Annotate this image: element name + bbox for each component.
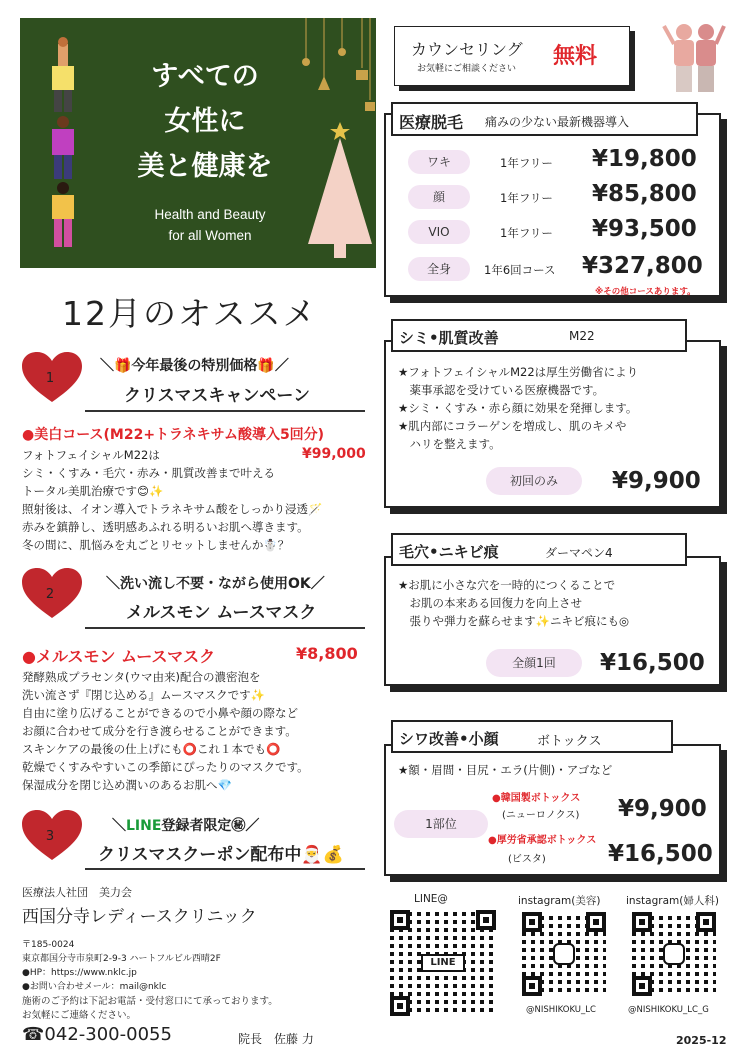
campaign-tag bbox=[112, 815, 259, 835]
campaign-text-line: 照射後は、イオン導入でトラネキサム酸をしっかり浸透🪄 bbox=[22, 502, 323, 516]
hair-removal-title: 医療脱毛 bbox=[399, 113, 464, 132]
wrinkle-option-label: ●韓国製ボトックス bbox=[492, 793, 581, 804]
tag-rest: 登録者限定㊙／ bbox=[161, 818, 260, 834]
issue-date: 2025-12 bbox=[676, 1034, 727, 1047]
campaign-text-line: 赤みを鎮静し、透明感あふれる明るいお肌へ導きます。 bbox=[22, 520, 309, 534]
pores-title: 毛穴•ニキビ痕 bbox=[399, 543, 499, 561]
clinic-address: 東京都国分寺市泉町2-9-3 ハートフルビル西晴2F bbox=[22, 954, 221, 964]
campaign-text-line: 洗い流さず『閉じ込める』ムースマスクです✨ bbox=[22, 688, 265, 702]
line-qr-code[interactable] bbox=[390, 910, 496, 1016]
monthly-recommend-title: 12月のオススメ bbox=[62, 294, 318, 333]
campaign-price: ¥8,800 bbox=[296, 644, 358, 663]
sns-handle: @NISHIKOKU_LC_G bbox=[628, 1005, 709, 1015]
wrinkle-option-name: (ビスタ) bbox=[508, 854, 546, 865]
instagram-icon bbox=[663, 943, 685, 965]
hero-title-line-1: すべての bbox=[151, 61, 259, 92]
counseling-label: カウンセリング bbox=[411, 40, 523, 59]
pores-subtitle: ダーマペン4 bbox=[545, 546, 613, 560]
clinic-note: お気軽にご連絡ください。 bbox=[22, 1010, 137, 1021]
campaign-text-line: 冬の間に、肌悩みを丸ごとリセットしませんか☃️？ bbox=[22, 538, 290, 552]
clinic-corp: 医療法人社団 美力会 bbox=[22, 886, 132, 899]
pores-text-line: 張りや弾力を蘇らせます✨ニキビ痕にも◎ bbox=[398, 614, 630, 628]
campaign-number: 3 bbox=[45, 829, 55, 844]
campaign-name: クリスマスクーポン配布中🎅💰 bbox=[98, 845, 344, 865]
wrinkle-option-label: ●厚労省承認ボトックス bbox=[488, 835, 597, 846]
campaign-text-line: 保湿成分を閉じ込め潤いのあるお肌へ💎 bbox=[22, 778, 232, 792]
spots-price: ¥9,900 bbox=[612, 468, 701, 494]
area-pill: 顔 bbox=[408, 185, 470, 209]
plan-label: 1年フリー bbox=[500, 156, 553, 170]
campaign-text-line: 乾燥でくすみやすいこの季節にぴったりのマスクです。 bbox=[22, 760, 309, 774]
plan-label: 1年フリー bbox=[500, 191, 553, 205]
spots-pill: 初回のみ bbox=[486, 467, 582, 495]
campaign-text-line: トータル美肌治療です😊✨ bbox=[22, 484, 164, 498]
campaign-name: メルスモン ムースマスク bbox=[126, 603, 317, 623]
area-pill: VIO bbox=[408, 220, 470, 244]
plan-label: 1年6回コース bbox=[484, 263, 556, 277]
sns-label: LINE@ bbox=[414, 893, 448, 905]
line-word: LINE bbox=[126, 818, 162, 834]
pores-text-line: お肌の本来ある回復力を向上させ bbox=[398, 596, 582, 610]
hero-title-line-2: 女性に bbox=[164, 106, 246, 137]
campaign-divider bbox=[85, 410, 365, 412]
price-value: ¥85,800 bbox=[592, 181, 697, 207]
campaign-divider bbox=[85, 868, 365, 870]
spots-subtitle: M22 bbox=[569, 329, 595, 343]
hero-banner bbox=[20, 18, 376, 268]
spots-text-line: ★肌内部にコラーゲンを増成し、肌のキメや bbox=[398, 419, 627, 433]
campaign-text-line: シミ・くすみ・毛穴・赤み・肌質改善まで叶える bbox=[22, 466, 275, 480]
sns-label: instagram(美容) bbox=[518, 895, 601, 907]
wrinkle-option-price: ¥9,900 bbox=[618, 796, 707, 822]
wrinkle-subtitle: ボトックス bbox=[537, 734, 602, 749]
spots-text-line: ハリを整えます。 bbox=[398, 437, 501, 451]
price-value: ¥327,800 bbox=[582, 253, 703, 279]
pores-text-line: ★お肌に小さな穴を一時的につくることで bbox=[398, 578, 616, 592]
wrinkle-pill: 1部位 bbox=[394, 810, 488, 838]
counseling-box bbox=[394, 26, 630, 86]
price-value: ¥93,500 bbox=[592, 216, 697, 242]
counseling-sub: お気軽にご相談ください bbox=[417, 64, 517, 74]
spots-text-line: 薬事承認を受けている医療機器です。 bbox=[398, 383, 605, 397]
spots-text-line: ★フォトフェイシャルM22は厚生労働省により bbox=[398, 365, 639, 379]
pores-price: ¥16,500 bbox=[600, 650, 705, 676]
area-pill: ワキ bbox=[408, 150, 470, 174]
counseling-free: 無料 bbox=[553, 44, 598, 69]
campaign-text-line: スキンケアの最後の仕上げにも⭕これ１本でも⭕ bbox=[22, 742, 281, 756]
spots-title: シミ•肌質改善 bbox=[399, 329, 499, 347]
wrinkle-header bbox=[391, 720, 673, 753]
campaign-tag: ＼🎁今年最後の特別価格🎁／ bbox=[100, 358, 289, 374]
instagram-icon bbox=[553, 943, 575, 965]
wrinkle-option-price: ¥16,500 bbox=[608, 841, 713, 867]
wrinkle-option-name: (ニューロノクス) bbox=[502, 810, 580, 821]
wrinkle-text-line: ★額・眉間・目尻・エラ(片側)・アゴなど bbox=[398, 763, 613, 777]
campaign-text-line: 自由に塗り広げることができるので小鼻や顔の際など bbox=[22, 706, 298, 720]
campaign-number: 2 bbox=[45, 587, 55, 602]
hair-removal-note: ※その他コースあります。 bbox=[595, 287, 696, 297]
price-value: ¥19,800 bbox=[592, 146, 697, 172]
campaign-text-line: フォトフェイシャルM22は bbox=[22, 448, 160, 462]
clinic-director: 院長 佐藤 力 bbox=[238, 1032, 314, 1046]
clinic-postal: 〒185-0024 bbox=[22, 940, 75, 950]
tag-prefix: ＼ bbox=[112, 818, 126, 834]
hero-title-line-3: 美と健康を bbox=[137, 151, 273, 182]
sns-handle: @NISHIKOKU_LC bbox=[526, 1005, 596, 1015]
line-logo: LINE bbox=[421, 954, 465, 972]
hero-subtitle-line-1: Health and Beauty bbox=[154, 207, 266, 222]
campaign-course: ●メルスモン ムースマスク bbox=[22, 647, 216, 666]
instagram-beauty-qr-code[interactable] bbox=[522, 912, 606, 996]
clinic-name: 西国分寺レディースクリニック bbox=[22, 907, 257, 927]
hair-removal-subtitle: 痛みの少ない最新機器導入 bbox=[485, 115, 630, 129]
spots-text-line: ★シミ・くすみ・赤ら顔に効果を発揮します。 bbox=[398, 401, 638, 415]
campaign-name: クリスマスキャンペーン bbox=[124, 386, 310, 406]
plan-label: 1年フリー bbox=[500, 226, 553, 240]
campaign-tag: ＼洗い流し不要・ながら使用OK／ bbox=[106, 576, 325, 592]
campaign-text-line: お顔に合わせて成分を行き渡らせることができます。 bbox=[22, 724, 297, 738]
pores-header bbox=[391, 533, 687, 566]
hair-removal-header bbox=[391, 102, 698, 136]
spots-header bbox=[391, 319, 687, 352]
campaign-text-line: 発酵熟成プラセンタ(ウマ由来)配合の濃密泡を bbox=[22, 670, 261, 684]
clinic-mail-link[interactable]: ●お問い合わせメール：mail@nklc bbox=[22, 982, 167, 992]
campaign-divider bbox=[85, 627, 365, 629]
women-illustration bbox=[662, 20, 726, 94]
sns-label: instagram(婦人科) bbox=[626, 895, 719, 907]
clinic-note: 施術のご予約は下記お電話・受付窓口にて承っております。 bbox=[22, 996, 278, 1007]
christmas-tree-illustration bbox=[290, 18, 376, 268]
campaign-course: ●美白コース(M22+トラネキサム酸導入5回分) bbox=[22, 427, 325, 443]
clinic-phone[interactable]: ☎042-300-0055 bbox=[22, 1024, 172, 1045]
area-pill: 全身 bbox=[408, 257, 470, 281]
pores-pill: 全顔1回 bbox=[486, 649, 582, 677]
clinic-hp-link[interactable]: ●HP：https://www.nklc.jp bbox=[22, 968, 137, 978]
campaign-number: 1 bbox=[45, 371, 55, 386]
hero-subtitle-line-2: for all Women bbox=[168, 228, 252, 243]
campaign-price: ¥99,000 bbox=[302, 446, 366, 462]
instagram-gyn-qr-code[interactable] bbox=[632, 912, 716, 996]
wrinkle-title: シワ改善•小顔 bbox=[399, 730, 499, 748]
